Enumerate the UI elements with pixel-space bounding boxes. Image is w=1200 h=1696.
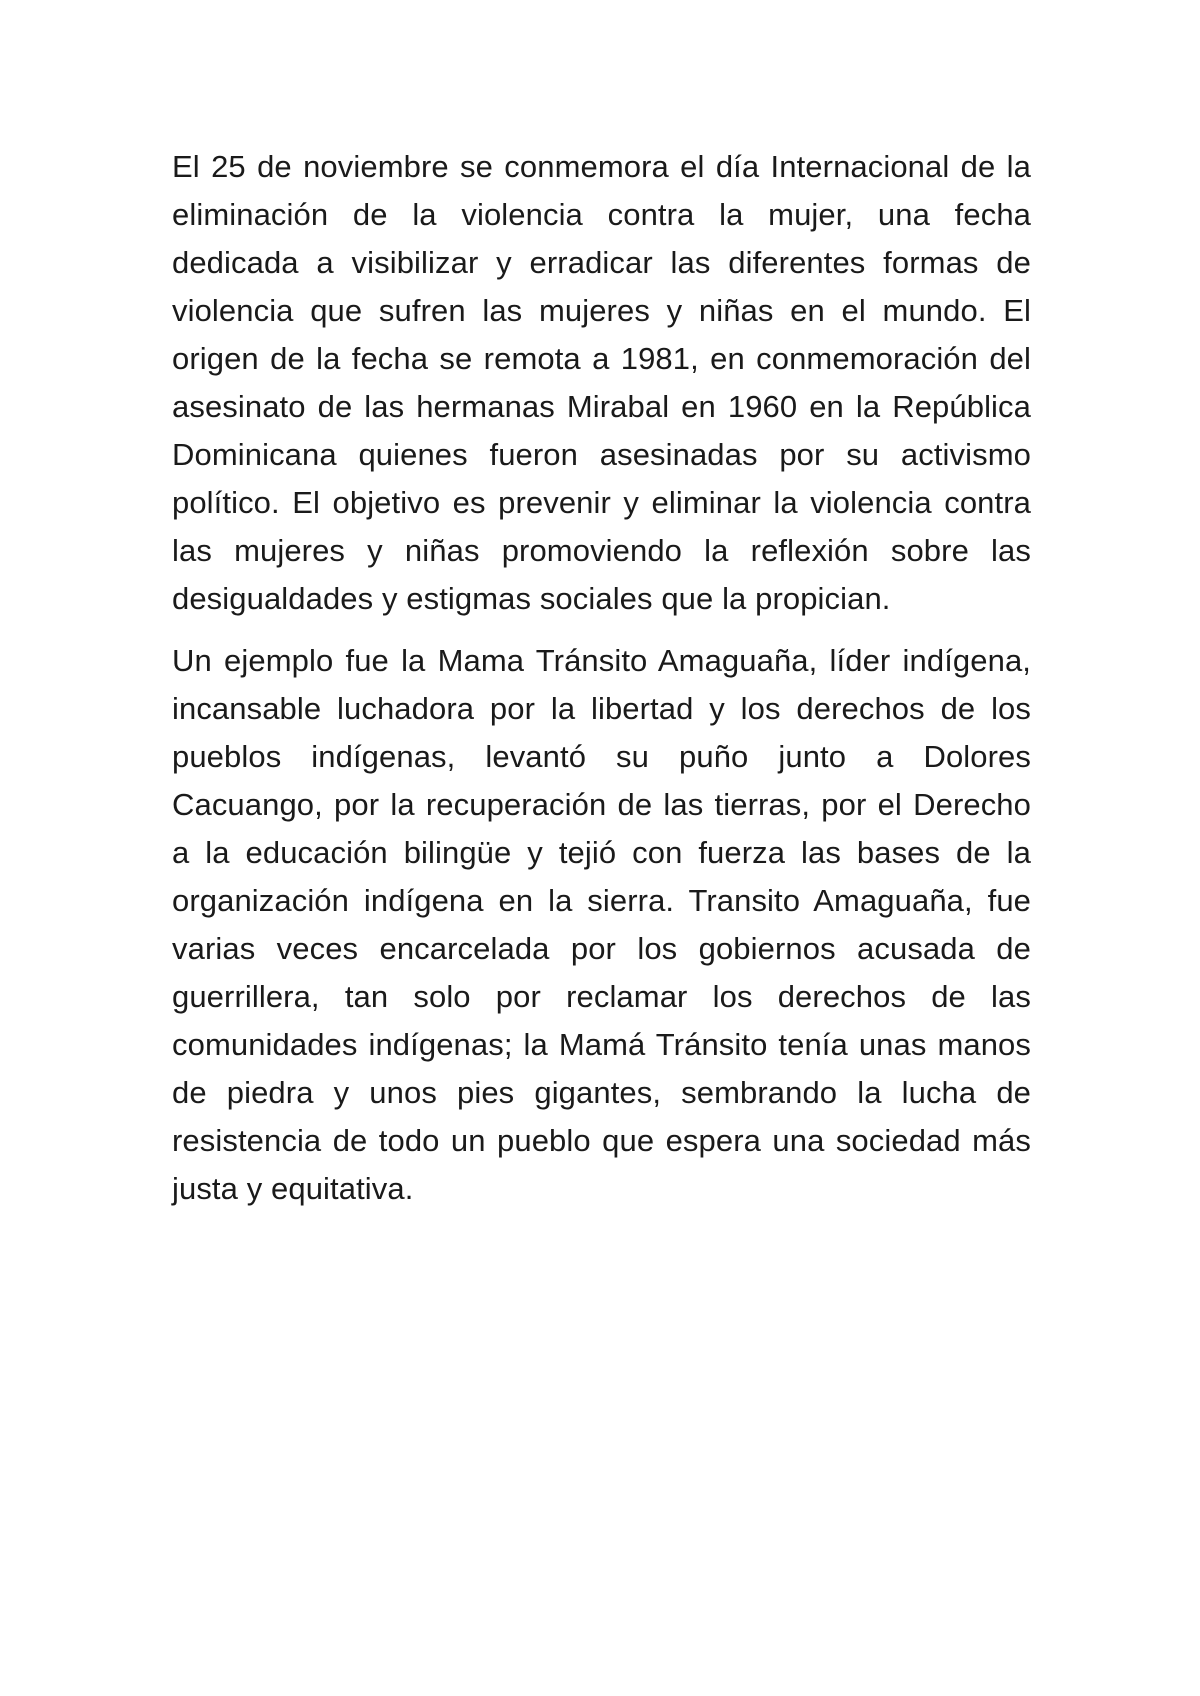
paragraph-1: El 25 de noviembre se conmemora el día Internacional de la eliminación de la violencia contra la mujer, una fecha dedicada a visibilizar y erradicar las diferentes formas de violencia que sufren las mujeres y niñas en el mundo. El origen de la fecha se remota a 1981, en conmemoración del asesinato de las hermanas Mirabal en 1960 en la República Dominicana quienes fueron asesinadas por su activismo político. El objetivo es prevenir y eliminar la violencia contra las mujeres y niñas promoviendo la reflexión sobre las desigualdades y estigmas sociales que la propician. (172, 149, 1031, 616)
document-body (172, 143, 1031, 1227)
paragraph-2: Un ejemplo fue la Mama Tránsito Amaguaña, líder indígena, incansable luchadora por la libertad y los derechos de los pueblos indígenas, levantó su puño junto a Dolores Cacuango, por la recuperación de las tierras, por el Derecho a la educación bilingüe y tejió con fuerza las bases de la organización indígena en la sierra. Transito Amaguaña, fue varias veces encarcelada por los gobiernos acusada de guerrillera, tan solo por reclamar los derechos de las comunidades indígenas; la Mamá Tránsito tenía unas manos de piedra y unos pies gigantes, sembrando la lucha de resistencia de todo un pueblo que espera una sociedad más justa y equitativa. (172, 643, 1031, 1206)
